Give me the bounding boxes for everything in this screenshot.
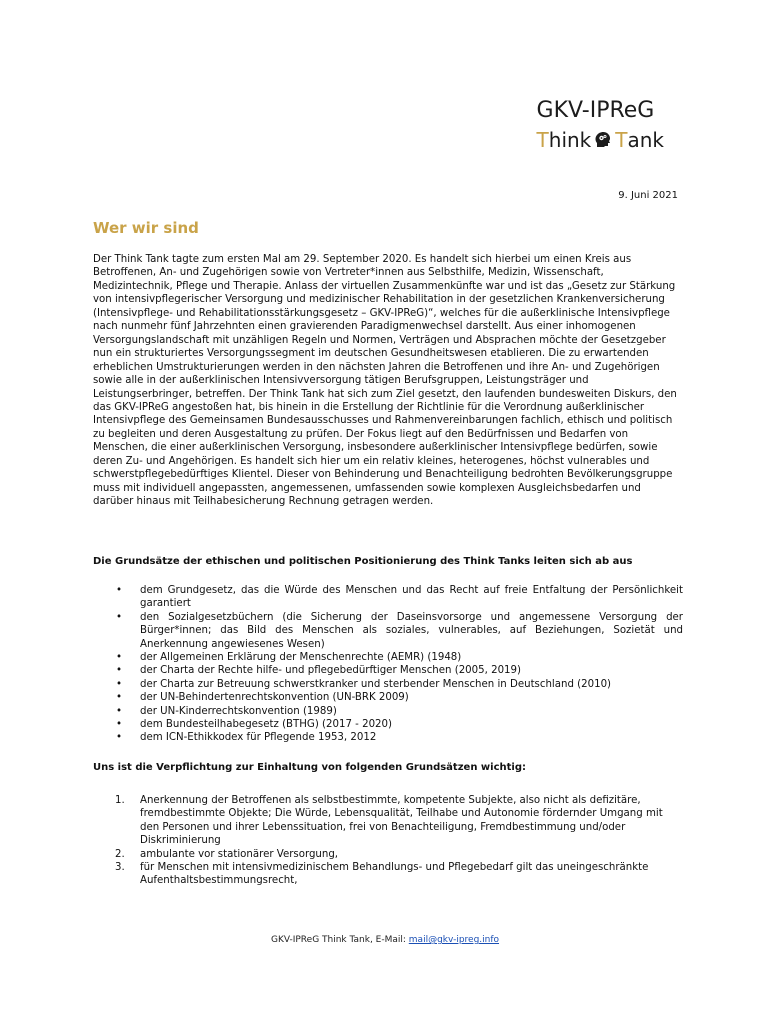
- logo-title: GKV-IPReG: [536, 98, 655, 123]
- logo-word-ank: ank: [627, 128, 664, 152]
- intro-paragraph: Der Think Tank tagte zum ersten Mal am 29. September 2020. Es handelt sich hierbei um einen Kreis aus Betroffenen, An- und Zugehörigen sowie von Vertreter*innen aus Selbsthilfe, Medizin, Wissenschaft, Medizintechnik, Pflege und Therapie. Anlass der virtuellen Zusammenkünfte war und ist das „Gesetz zur Stärkung von intensivpflegerischer Versorgung und medizinischer Rehabilitation in der gesetzlichen Krankenversicherung (Intensivpflege- und Rehabilitationsstärkungsgesetz – GKV-IPReG)“, welches für die außerklinische Intensivpflege nach nunmehr fünf Jahrzehnten einen gravierenden Paradigmenwechsel darstellt. Aus einer inhomogenen Versorgungslandschaft mit unzähligen Regeln und Normen, Verträgen und Absprachen möchte der Gesetzgeber nun ein strukturiertes Versorgungssegment im deutschen Gesundheitswesen etablieren. Die zu erwartenden erheblichen Umstrukturierungen werden in den nächsten Jahren die Betroffenen und ihre An- und Zugehörigen sowie alle in der außerklinischen Intensivversorgung tätigen Berufsgruppen, Leistungsträger und Leistungserbringer, betreffen. Der Think Tank hat sich zum Ziel gesetzt, den laufenden bundesweiten Diskurs, den das GKV-IPReG angestoßen hat, bis hinein in die Erstellung der Richtlinie für die Verordnung außerklinischer Intensivpflege des Gemeinsamen Bundesausschusses und Rahmenvereinbarungen fachlich, ethisch und politisch zu begleiten und deren Ausgestaltung zu prüfen. Der Fokus liegt auf den Bedürfnissen und Bedarfen von Menschen, die einer außerklinischen Versorgung, insbesondere außerklinischer Intensivpflege bedürfen, sowie deren Zu- und Angehörigen. Es handelt sich hier um ein relativ kleines, heterogenes, höchst vulnerables und schwerstpflegebedürftiges Klientel. Dieser von Behinderung und Benachteiligung bedrohten Bevölkerungsgruppe muss mit individuell angepassten, angemessenen, umfassenden sowie komplexen Ausgleichsbedarfen und darüber hinaus mit Teilhabesicherung Rechnung getragen werden.: [93, 254, 677, 508]
- head-gears-icon: [593, 130, 613, 150]
- logo-subtitle: [537, 128, 664, 152]
- list-item: • den Sozialgesetzbüchern (die Sicherung der Daseinsvorsorge und angemessene Versorgung der Bürger*innen; das Bild des Menschen als soziales, vulnerables, auf Beziehungen, Sozietät und Anerkennung angewiesenes Wesen): [93, 611, 683, 651]
- logo: [537, 98, 664, 152]
- logo-letter-t1: T: [536, 128, 549, 152]
- list-item: • dem ICN-Ethikkodex für Pflegende 1953, 2012: [93, 731, 683, 744]
- commitments-heading: Uns ist die Verpflichtung zur Einhaltung von folgenden Grundsätzen wichtig:: [93, 762, 526, 773]
- list-item: • der Charta zur Betreuung schwerstkranker und sterbender Menschen in Deutschland (2010): [93, 678, 683, 691]
- list-item: • der UN-Kinderrechtskonvention (1989): [93, 705, 683, 718]
- footer-label: GKV-IPReG Think Tank, E-Mail:: [270, 935, 409, 945]
- list-item: • der Charta der Rechte hilfe- und pflegebedürftiger Menschen (2005, 2019): [93, 664, 683, 677]
- principles-heading: Die Grundsätze der ethischen und politischen Positionierung des Think Tanks leiten sich ab aus: [93, 556, 633, 567]
- list-item: 1. Anerkennung der Betroffenen als selbstbestimmte, kompetente Subjekte, also nicht als defizitäre, fremdbestimmte Objekte; Die Würde, Lebensqualität, Teilhabe und Autonomie fördernder Umgang mit den Personen und ihrer Lebenssituation, frei von Benachteiligung, Fremdbestimmung und/oder Diskriminierung: [115, 795, 663, 847]
- list-item: • der UN-Behindertenrechtskonvention (UN-BRK 2009): [93, 691, 683, 704]
- footer-email-link[interactable]: mail@gkv-ipreg.info: [408, 935, 500, 945]
- page-footer: [0, 935, 770, 945]
- list-item: • dem Bundesteilhabegesetz (BTHG) (2017 - 2020): [93, 718, 683, 731]
- list-item: • dem Grundgesetz, das die Würde des Menschen und das Recht auf freie Entfaltung der Persönlichkeit garantiert: [93, 584, 683, 611]
- list-item: 3. für Menschen mit intensivmedizinischem Behandlungs- und Pflegebedarf gilt das uneingeschränkte Aufenthaltsbestimmungsrecht,: [115, 862, 649, 887]
- logo-word-hink: hink: [548, 128, 592, 152]
- section-title: Wer wir sind: [93, 219, 199, 237]
- list-item: 2. ambulante vor stationärer Versorgung,: [115, 848, 339, 860]
- principles-list: [93, 584, 683, 745]
- list-item: • der Allgemeinen Erklärung der Menschenrechte (AEMR) (1948): [93, 651, 683, 664]
- commitments-list: [93, 794, 683, 888]
- document-date: 9. Juni 2021: [618, 190, 678, 201]
- logo-letter-t2: T: [615, 128, 628, 152]
